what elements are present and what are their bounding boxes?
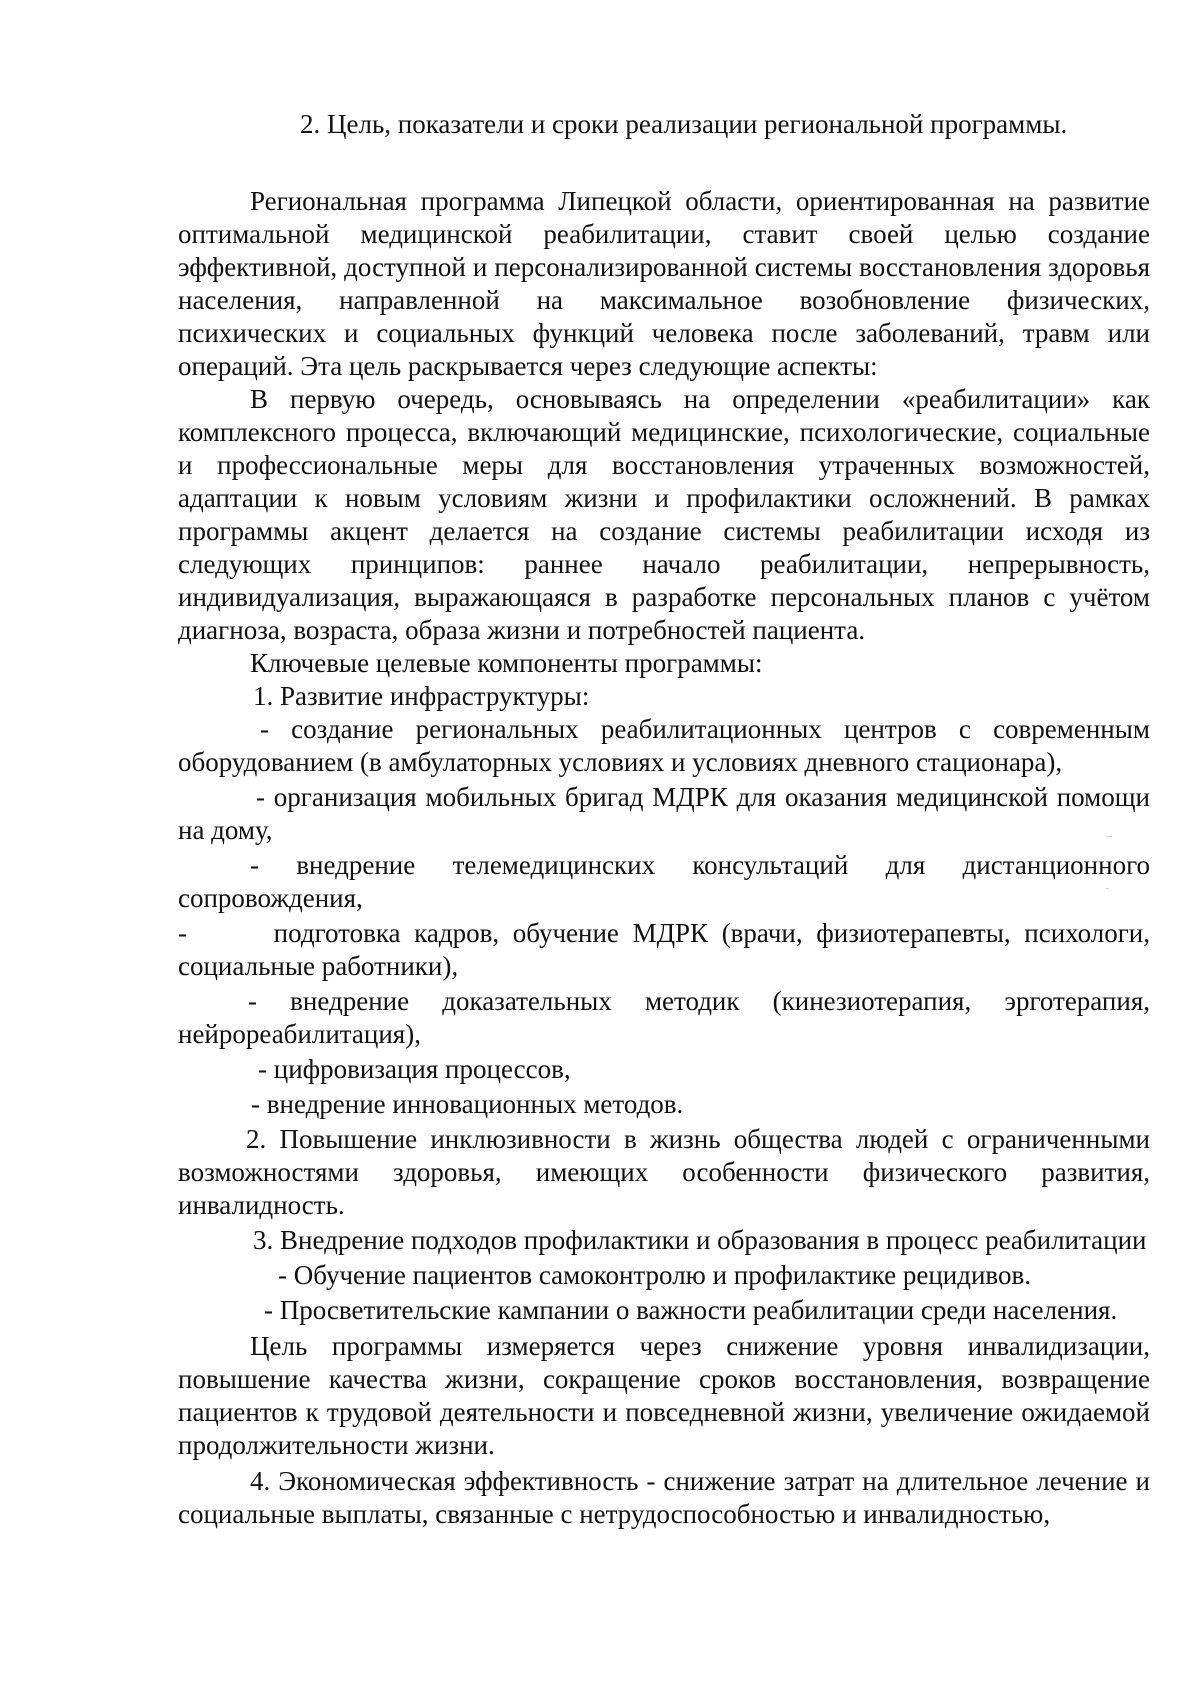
list-subitem-methods: - внедрение доказательных методик (кинезиотерапия, эрготерапия, нейрореабилитация), (178, 986, 1150, 1049)
list-subitem-awareness: - Просветительские кампании о важности реабилитации среди населения. (264, 1295, 1118, 1325)
section-heading: 2. Цель, показатели и сроки реализации региональной программы. (300, 109, 1068, 139)
list-subitem-mobile-teams: - организация мобильных бригад МДРК для оказания медицинской помощи на дому, (178, 782, 1150, 845)
paragraph-components-heading: Ключевые целевые компоненты программы: (250, 648, 763, 678)
list-subitem-self-control: - Обучение пациентов самоконтролю и профилактике рецидивов. (278, 1260, 1031, 1290)
paragraph-program-measures: Цель программы измеряется через снижение уровня инвалидизации, повышение качества жизни, сокращение сроков восстановления, возвращение пациентов к трудовой деятельности и повседневной жизни, увеличение ожидаемой продолжительности жизни. (178, 1331, 1150, 1460)
list-subitem-innovation: - внедрение инновационных методов. (251, 1089, 684, 1119)
staff-training-text: подготовка кадров, обучение МДРК (врачи, физиотерапевты, психологи, социальные работники), (178, 918, 1151, 981)
list-subitem-centers: - создание региональных реабилитационных центров с современным оборудованием (в амбулаторных условиях и условиях дневного стационара), (178, 714, 1150, 777)
paragraph-rehabilitation-definition: В первую очередь, основываясь на определении «реабилитации» как комплексного процесса, включающий медицинские, психологические, социальные и профессиональные меры для восстановления утраченных возможностей, адаптации к новым условиям жизни и профилактики осложнений. В рамках программы акцент делается на создание системы реабилитации исходя из следующих принципов: раннее начало реабилитации, непрерывность, индивидуализация, выражающаяся в разработке персональных планов с учётом диагноза, возраста, образа жизни и потребностей пациента. (178, 384, 1150, 645)
document-content (178, 108, 1150, 1531)
detached-dash: - (178, 918, 187, 948)
list-item-inclusion: 2. Повышение инклюзивности в жизнь общества людей с ограниченными возможностями здоровья, имеющих особенности физического развития, инвалидность. (178, 1124, 1150, 1220)
list-subitem-telemedicine: - внедрение телемедицинских консультаций для дистанционного сопровождения, (178, 850, 1150, 913)
paragraph-program-goal: Региональная программа Липецкой области, ориентированная на развитие оптимальной медицинской реабилитации, ставит своей целью создание эффективной, доступной и персонализированной системы восстановления здоровья населения, направленной на максимальное возобновление физических, психических и социальных функций человека после заболеваний, травм или операций. Эта цель раскрывается через следующие аспекты: (178, 186, 1150, 381)
list-item-infrastructure: 1. Развитие инфраструктуры: (253, 681, 590, 711)
list-item-prevention: 3. Внедрение подходов профилактики и образования в процесс реабилитации (253, 1225, 1147, 1255)
list-subitem-staff-training (178, 917, 1150, 983)
list-item-economic-efficiency: 4. Экономическая эффективность - снижение затрат на длительное лечение и социальные выплаты, связанные с нетрудоспособностью и инвалидностью, (178, 1466, 1150, 1529)
list-subitem-digitalization: - цифровизация процессов, (258, 1054, 571, 1084)
